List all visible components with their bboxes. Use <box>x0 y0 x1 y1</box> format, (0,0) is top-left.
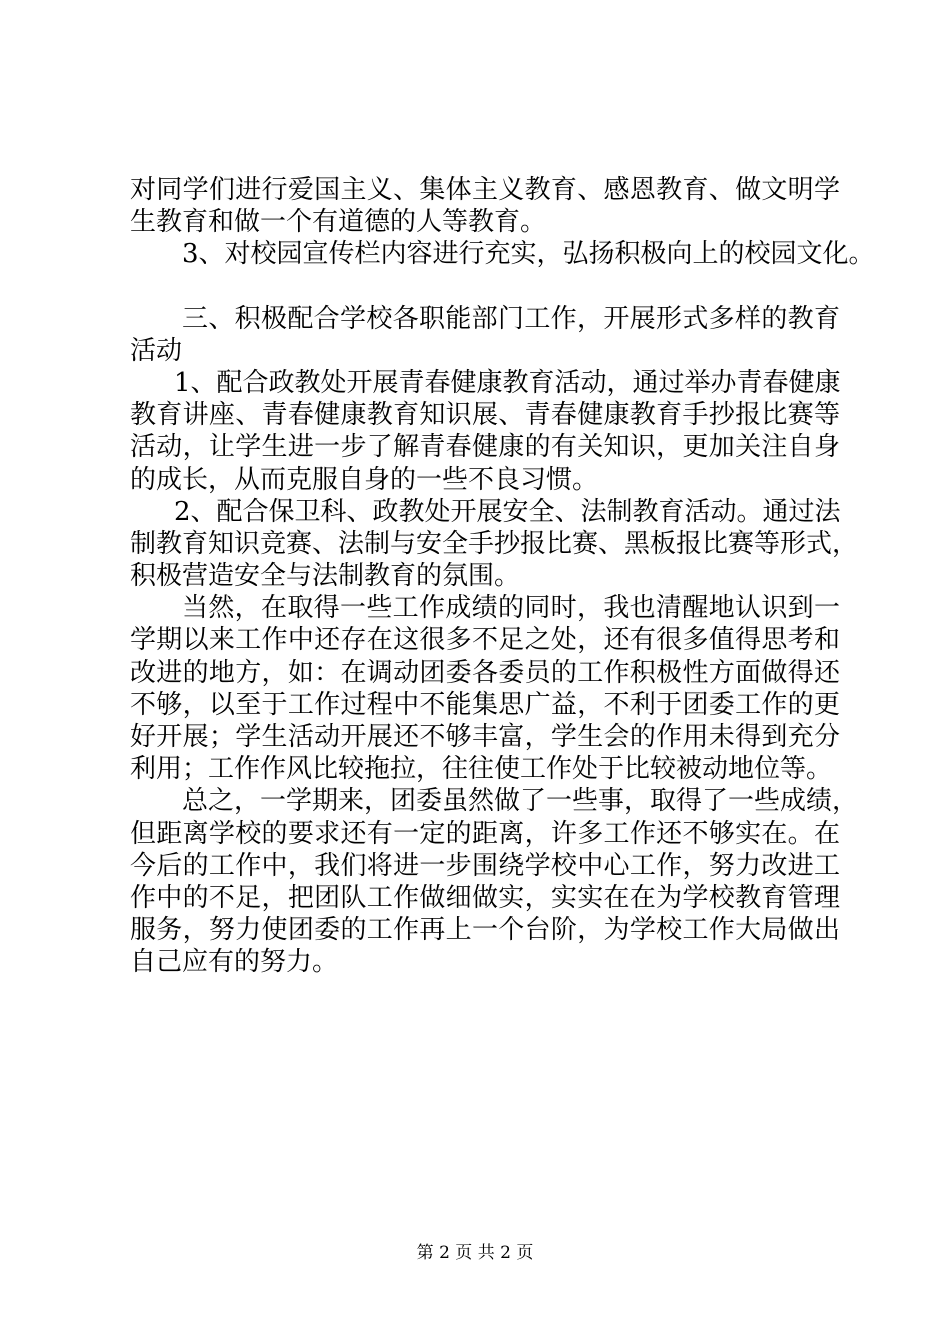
section-heading-line: 三、积极配合学校各职能部门工作，开展形式多样的教育 <box>182 303 840 334</box>
text-line: 1、配合政教处开展青春健康教育活动，通过举办青春健康 <box>174 367 841 398</box>
text-line: 活动，让学生进一步了解青春健康的有关知识，更加关注自身 <box>130 432 840 463</box>
text-line: 今后的工作中，我们将进一步围绕学校中心工作，努力改进工 <box>130 850 840 881</box>
text-line: 教育讲座、青春健康教育知识展、青春健康教育手抄报比赛等 <box>130 400 840 431</box>
text-line: 好开展；学生活动开展还不够丰富，学生会的作用未得到充分 <box>130 722 840 752</box>
text-line: 积极营造安全与法制教育的氛围。 <box>130 561 521 592</box>
text-line: 对同学们进行爱国主义、集体主义教育、感恩教育、做文明学 <box>130 175 840 205</box>
text-line: 服务，努力使团委的工作再上一个台阶，为学校工作大局做出 <box>130 915 840 946</box>
text-line: 自己应有的努力。 <box>130 947 339 978</box>
text-line: 利用；工作作风比较拖拉，往往使工作处于比较被动地位等。 <box>130 754 833 785</box>
text-line: 作中的不足，把团队工作做细做实，实实在在为学校教育管理 <box>130 882 840 913</box>
text-line: 改进的地方，如：在调动团委各委员的工作积极性方面做得还 <box>130 657 840 688</box>
text-line: 的成长，从而克服自身的一些不良习惯。 <box>130 464 599 495</box>
text-line: 当然，在取得一些工作成绩的同时，我也清醒地认识到一 <box>182 593 840 624</box>
text-line: 不够，以至于工作过程中不能集思广益，不利于团委工作的更 <box>130 689 840 720</box>
page-number-footer: 第 2 页 共 2 页 <box>416 1243 534 1263</box>
text-line: 生教育和做一个有道德的人等教育。 <box>130 207 547 238</box>
text-line: 总之，一学期来，团委虽然做了一些事，取得了一些成绩， <box>182 786 859 817</box>
text-line: 制教育知识竞赛、法制与安全手抄报比赛、黑板报比赛等形式， <box>130 528 859 559</box>
text-line: 但距离学校的要求还有一定的距离，许多工作还不够实在。在 <box>130 818 840 849</box>
text-line: 2、配合保卫科、政教处开展安全、法制教育活动。通过法 <box>174 496 841 527</box>
text-line: 学期以来工作中还存在这很多不足之处，还有很多值得思考和 <box>130 625 840 656</box>
section-heading-line: 活动 <box>130 335 183 366</box>
text-line: 3、对校园宣传栏内容进行充实，弘扬积极向上的校园文化。 <box>182 239 875 270</box>
document-body <box>130 174 875 979</box>
